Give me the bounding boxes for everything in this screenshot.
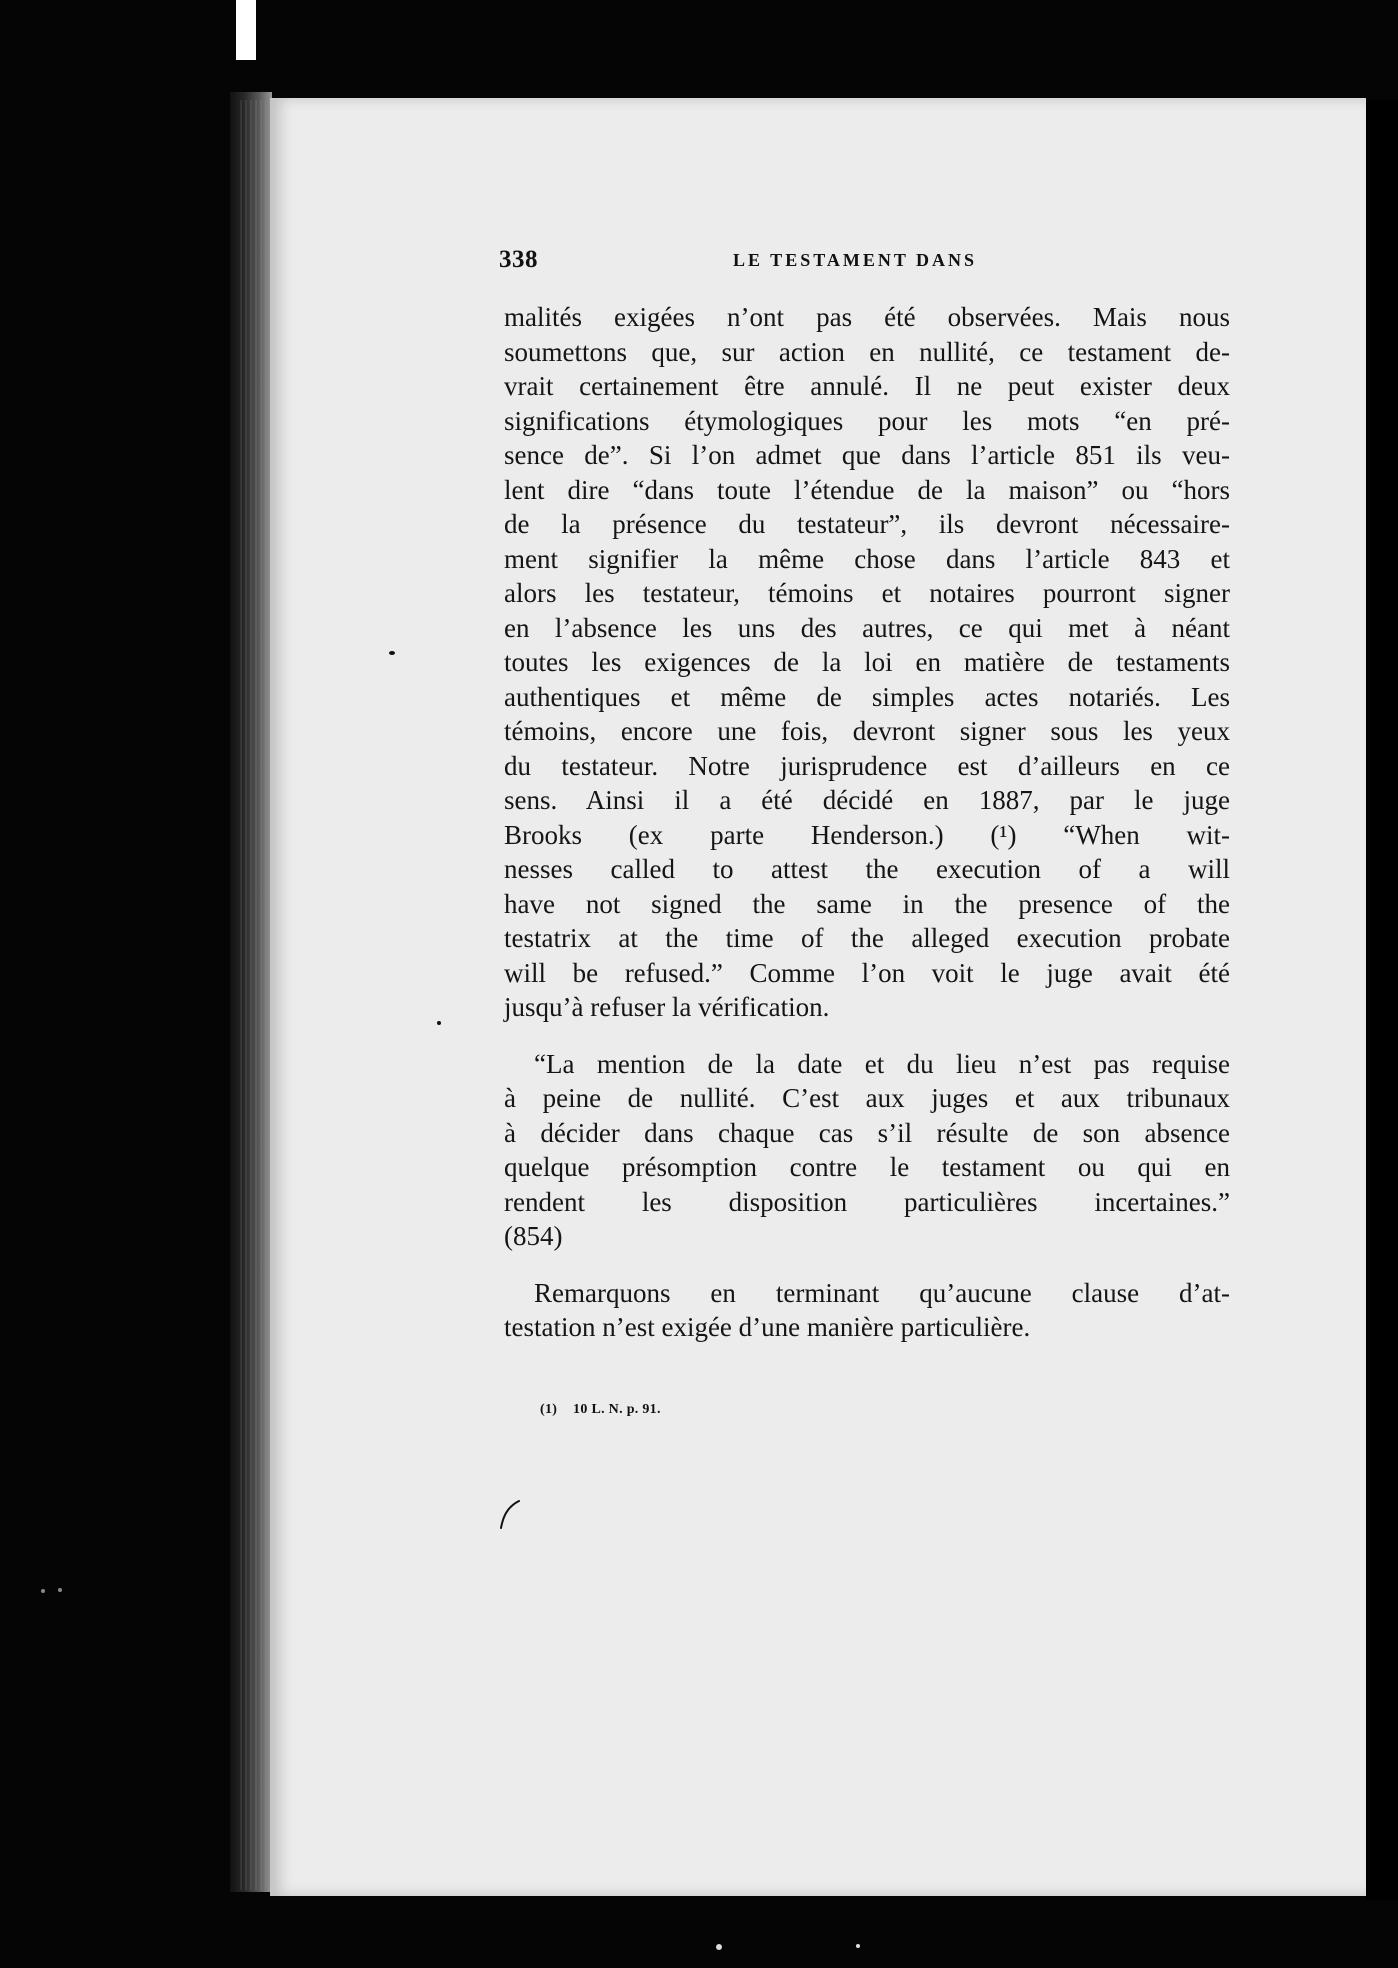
page-body bbox=[504, 300, 1230, 1345]
text-line: authentiques et même de simples actes notariés. Les bbox=[504, 681, 1230, 712]
text-line: alors les testateur, témoins et notaires pourront signer bbox=[504, 578, 1230, 608]
text-line: en l’absence les uns des autres, ce qui met à néant bbox=[504, 612, 1230, 643]
text-line: Remarquons en terminant qu’aucune clause d’at- bbox=[534, 1277, 1230, 1308]
page-header bbox=[499, 246, 1230, 276]
text-line: “La mention de la date et du lieu n’est pas requise bbox=[534, 1048, 1230, 1079]
text-line: significations étymologiques pour les mots “en pré- bbox=[504, 405, 1230, 436]
text-line: Brooks (ex parte Henderson.) (¹) “When wit- bbox=[504, 819, 1230, 850]
text-line: à décider dans chaque cas s’il résulte de son absence bbox=[504, 1117, 1230, 1148]
gutter-texture bbox=[240, 100, 266, 1890]
scan-dust bbox=[58, 1588, 62, 1592]
page-number: 338 bbox=[499, 246, 538, 273]
pen-mark bbox=[497, 1497, 525, 1531]
footnote bbox=[540, 1402, 661, 1418]
scan-dust bbox=[856, 1944, 860, 1948]
scan-dust bbox=[716, 1944, 722, 1950]
paragraph-1 bbox=[504, 300, 1230, 1025]
page-right-edge bbox=[1366, 100, 1398, 1900]
text-line: will be refused.” Comme l’on voit le juge avait été bbox=[504, 957, 1230, 988]
text-line: (854) bbox=[504, 1221, 563, 1251]
text-line: rendent les disposition particulières incertaines.” bbox=[504, 1186, 1230, 1217]
text-line: toutes les exigences de la loi en matière de testaments bbox=[504, 647, 1230, 677]
text-line: à peine de nullité. C’est aux juges et aux tribunaux bbox=[504, 1083, 1230, 1113]
text-line: nesses called to attest the execution of a will bbox=[504, 854, 1230, 884]
paragraph-3 bbox=[504, 1276, 1230, 1345]
text-line: ment signifier la même chose dans l’article 843 et bbox=[504, 543, 1230, 574]
paragraph-2 bbox=[504, 1047, 1230, 1254]
footnote-text: 10 L. N. p. 91. bbox=[573, 1402, 661, 1417]
text-line: quelque présomption contre le testament ou qui en bbox=[504, 1152, 1230, 1182]
text-line: have not signed the same in the presence of the bbox=[504, 888, 1230, 919]
scan-dust bbox=[41, 1589, 45, 1593]
text-line: soumettons que, sur action en nullité, ce testament de- bbox=[504, 336, 1230, 367]
text-line: testation n’est exigée d’une manière particulière. bbox=[504, 1312, 1031, 1342]
text-line: vrait certainement être annulé. Il ne peut exister deux bbox=[504, 371, 1230, 401]
scan-dust bbox=[389, 651, 395, 655]
text-line: sence de”. Si l’on admet que dans l’article 851 ils veu- bbox=[504, 440, 1230, 470]
text-line: du testateur. Notre jurisprudence est d’ailleurs en ce bbox=[504, 750, 1230, 781]
text-line: testatrix at the time of the alleged execution probate bbox=[504, 923, 1230, 953]
text-line: de la présence du testateur”, ils devront nécessaire- bbox=[504, 509, 1230, 539]
text-line: témoins, encore une fois, devront signer sous les yeux bbox=[504, 716, 1230, 746]
paper-scrap bbox=[236, 0, 256, 60]
running-head: LE TESTAMENT DANS bbox=[733, 250, 978, 270]
text-line: sens. Ainsi il a été décidé en 1887, par le juge bbox=[504, 785, 1230, 815]
text-line: malités exigées n’ont pas été observées. Mais nous bbox=[504, 302, 1230, 332]
text-line: lent dire “dans toute l’étendue de la maison” ou “hors bbox=[504, 474, 1230, 505]
scan-dust bbox=[437, 1021, 441, 1025]
text-line: jusqu’à refuser la vérification. bbox=[504, 992, 830, 1022]
footnote-number: (1) bbox=[540, 1402, 558, 1417]
